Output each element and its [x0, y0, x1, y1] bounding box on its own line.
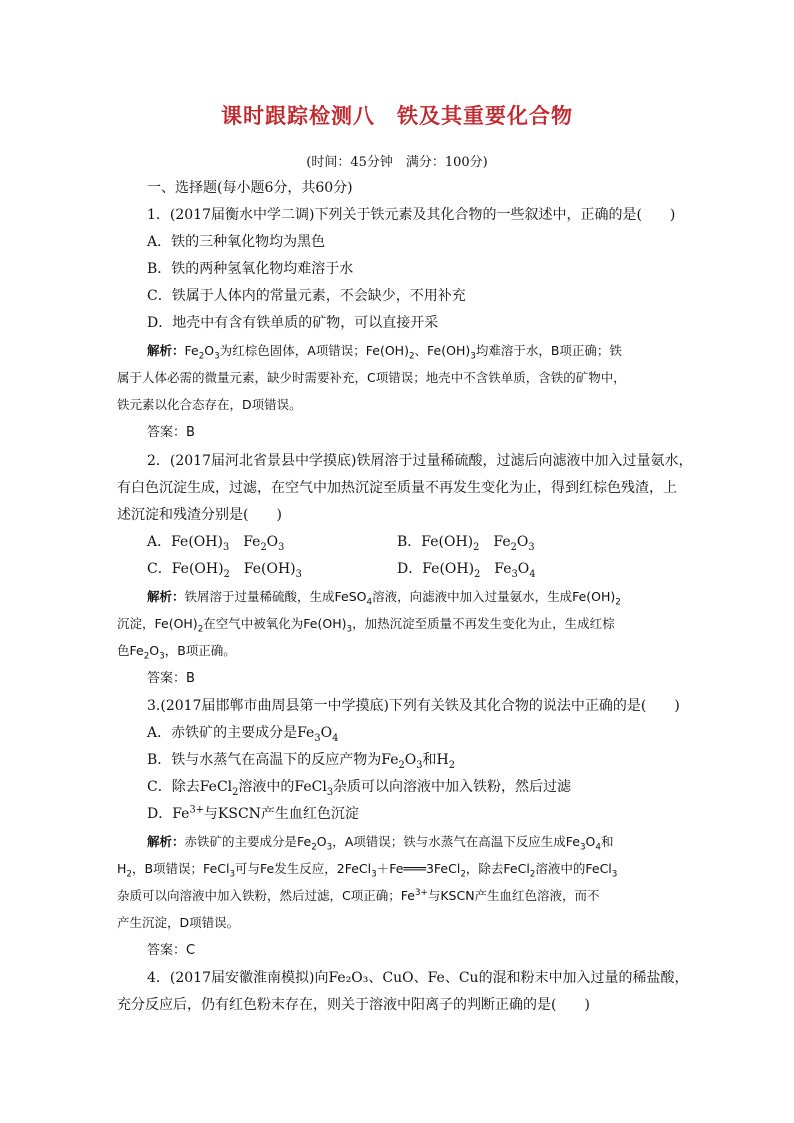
- question-2-option-a: A．$Fe(OH)_3$ $Fe_2O_3$: [147, 534, 285, 553]
- question-3-explanation-line4: 产生沉淀，D项错误。: [117, 915, 240, 930]
- question-3-answer: [147, 941, 195, 961]
- question-3-option-a: A．赤铁矿的主要成分是$Fe_3O_4$: [147, 725, 339, 744]
- question-1-stem: 1．(2017届衡水中学二调)下列关于铁元素及其化合物的一些叙述中，正确的是( ): [147, 207, 676, 223]
- question-1-explanation: 解析：$Fe_2O_3$为红棕色固体，A项错误；$Fe(OH)_2$、$Fe(OH)_3$均难溶于水，B项正确；铁: [147, 343, 622, 362]
- section-heading: 一、选择题(每小题6分，共60分): [147, 180, 353, 196]
- answer-value: B: [186, 425, 195, 440]
- question-2-stem-line2: 有白色沉淀生成，过滤，在空气中加热沉淀至质量不再发生变化为止，得到红棕色残渣，上: [117, 480, 677, 496]
- answer-value: B: [186, 671, 195, 686]
- question-2-answer: [147, 669, 195, 689]
- answer-label: 答案：: [147, 943, 187, 958]
- question-3-explanation-line2: $H_2$，B项错误；FeCl$_3$可与Fe发生反应，2FeCl$_3$＋Fe═══3FeCl$_2$，除去FeCl$_2$溶液中的FeCl$_3$: [117, 861, 618, 880]
- question-1-option-a: A．铁的三种氧化物均为黑色: [147, 234, 326, 250]
- question-2-explanation-line3: 色$Fe_2O_3$，B项正确。: [117, 643, 236, 662]
- question-4-stem-line2: 充分反应后，仍有红色粉末存在，则关于溶液中阳离子的判断正确的是( ): [117, 997, 590, 1013]
- question-1-option-c: C．铁属于人体内的常量元素，不会缺少，不用补充: [147, 288, 466, 304]
- question-3-option-b: B．铁与水蒸气在高温下的反应产物为$Fe_2O_3$和$H_2$: [147, 752, 455, 771]
- page-title: 课时跟踪检测八 铁及其重要化合物: [221, 104, 573, 128]
- question-1-explanation-line3: 铁元素以化合态存在，D项错误。: [117, 397, 302, 412]
- question-2-stem-line1: 2．(2017届河北省景县中学摸底)铁屑溶于过量稀硫酸，过滤后向滤液中加入过量氨水，: [147, 453, 693, 469]
- answer-value: C: [186, 943, 196, 958]
- question-1-explanation-line2: 属于人体必需的微量元素，缺少时需要补充，C项错误；地壳中不含铁单质，含铁的矿物中，: [117, 370, 626, 385]
- question-1-option-d: D．地壳中有含有铁单质的矿物，可以直接开采: [147, 315, 439, 331]
- answer-label: 答案：: [147, 671, 187, 686]
- question-3-stem: 3.(2017届邯郸市曲周县第一中学摸底)下列有关铁及其化合物的说法中正确的是( ): [147, 698, 680, 714]
- question-2-option-c: C．$Fe(OH)_2$ $Fe(OH)_3$: [147, 561, 302, 580]
- question-3-explanation-line3: 杂质可以向溶液中加入铁粉，然后过滤，C项正确；$Fe^{3+}$与KSCN产生血红色溶液，而不: [117, 887, 600, 903]
- question-2-explanation: 解析：铁屑溶于过量稀硫酸，生成FeSO$_4$溶液，向滤液中加入过量氨水，生成$Fe(OH)_2$: [147, 589, 621, 608]
- question-3-option-c: C．除去FeCl$_2$溶液中的FeCl$_3$杂质可以向溶液中加入铁粉，然后过滤: [147, 779, 572, 798]
- explanation-label: 解析：: [147, 343, 185, 358]
- question-3-option-d: D．$Fe^{3+}$与KSCN产生血红色沉淀: [147, 804, 359, 822]
- question-2-stem-line3: 述沉淀和残渣分别是( ): [117, 507, 282, 523]
- explanation-label: 解析：: [147, 589, 185, 604]
- question-3-explanation: 解析：赤铁矿的主要成分是$Fe_2O_3$，A项错误；铁与水蒸气在高温下反应生成$Fe_3O_4$和: [147, 834, 614, 853]
- question-2-explanation-line2: 沉淀，$Fe(OH)_2$在空气中被氧化为$Fe(OH)_3$，加热沉淀至质量不再发生变化为止，生成红棕: [117, 616, 615, 635]
- explanation-label: 解析：: [147, 834, 185, 849]
- question-1-option-b: B．铁的两种氢氧化物均难溶于水: [147, 261, 354, 277]
- question-2-option-d: D．$Fe(OH)_2$ $Fe_3O_4$: [397, 561, 536, 580]
- answer-label: 答案：: [147, 425, 187, 440]
- question-1-answer: [147, 423, 195, 443]
- question-2-option-b: B．$Fe(OH)_2$ $Fe_2O_3$: [397, 534, 535, 553]
- subtitle: (时间：45分钟 满分：100分): [306, 155, 488, 170]
- question-4-stem-line1: 4．(2017届安徽淮南模拟)向Fe₂O₃、CuO、Fe、Cu的混和粉末中加入过量的稀盐酸，: [147, 970, 689, 986]
